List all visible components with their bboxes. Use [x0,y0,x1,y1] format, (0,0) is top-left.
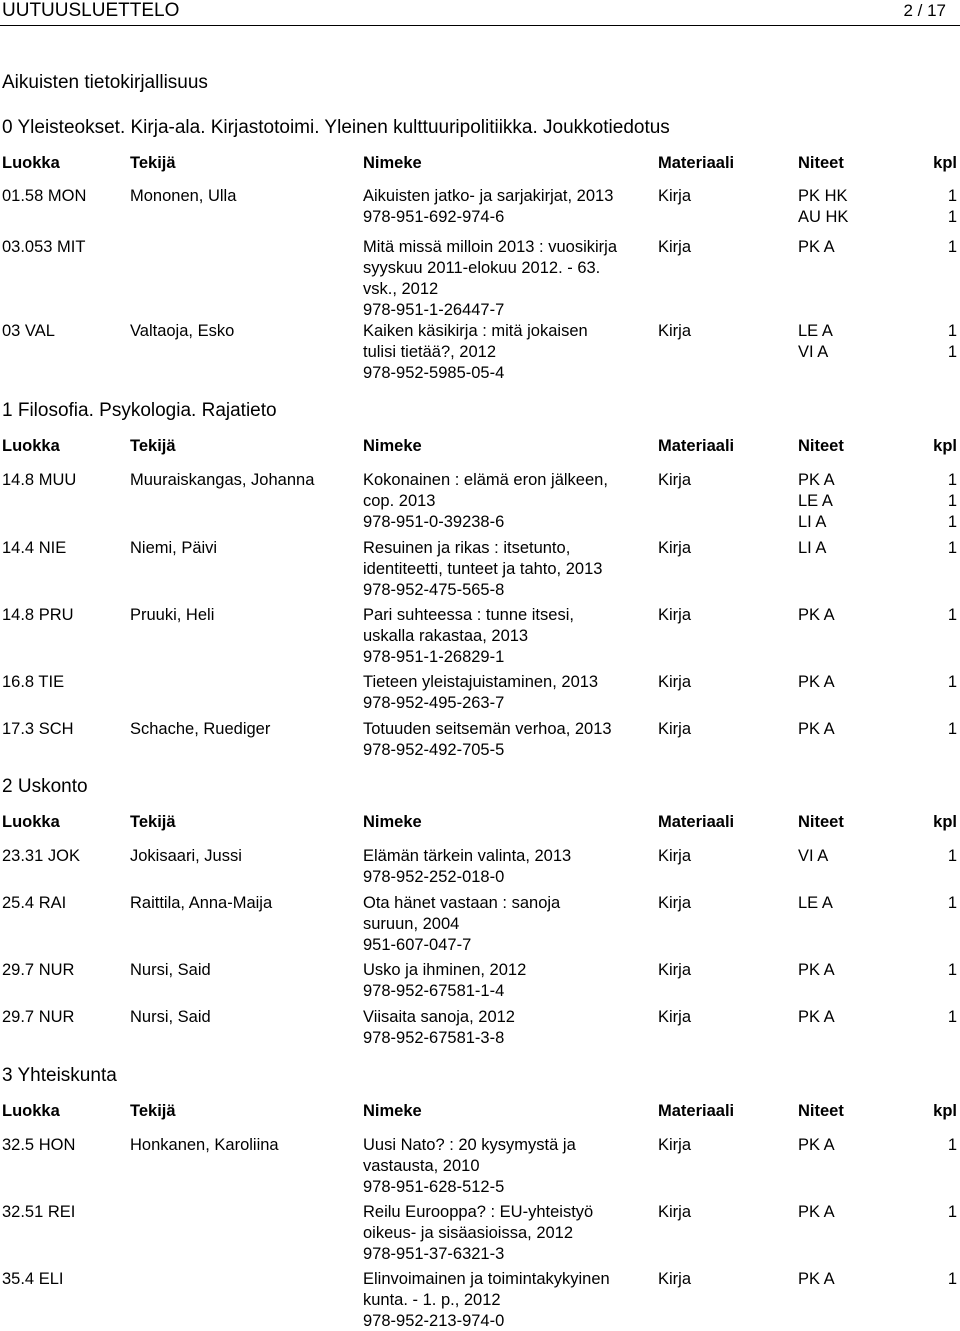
item-material: Kirja [658,1203,692,1221]
item-isbn: 978-952-475-565-8 [363,581,505,599]
item-material: Kirja [658,238,692,256]
item-holding-location: PK A [798,1203,835,1221]
column-header-class: Luokka [2,1102,60,1120]
item-class: 03.053 MIT [2,238,86,256]
item-isbn: 978-951-692-974-6 [363,208,505,226]
item-holding-location: PK A [798,471,835,489]
column-header-holdings: Niteet [798,813,844,831]
document-title: UUTUUSLUETTELO [2,0,180,21]
item-class: 35.4 ELI [2,1270,64,1288]
item-class: 32.5 HON [2,1136,76,1154]
item-holding-location: PK A [798,238,835,256]
item-title-line: Tieteen yleistajuistaminen, 2013 [363,673,599,691]
item-material: Kirja [658,1008,692,1026]
item-author: Pruuki, Heli [130,606,215,624]
item-title-line: kunta. - 1. p., 2012 [363,1291,501,1309]
item-holding-count: 1 [947,492,957,510]
item-title-line: Pari suhteessa : tunne itsesi, [363,606,574,624]
item-holding-count: 1 [947,208,957,226]
column-header-holdings: Niteet [798,437,844,455]
item-class: 16.8 TIE [2,673,65,691]
item-author: Niemi, Päivi [130,539,218,557]
item-title-line: syyskuu 2011-elokuu 2012. - 63. [363,259,601,277]
item-holding-count: 1 [947,513,957,531]
item-class: 17.3 SCH [2,720,74,738]
item-title-line: Reilu Eurooppa? : EU-yhteistyö [363,1203,594,1221]
item-title-line: vsk., 2012 [363,280,439,298]
item-isbn: 978-952-213-974-0 [363,1312,505,1330]
item-class: 03 VAL [2,322,55,340]
item-title-line: vastausta, 2010 [363,1157,480,1175]
section-title: 1 Filosofia. Psykologia. Rajatieto [2,400,277,421]
item-isbn: 978-952-495-263-7 [363,694,505,712]
item-holding-location: PK A [798,1270,835,1288]
item-holding-count: 1 [947,187,957,205]
item-class: 14.8 PRU [2,606,74,624]
item-material: Kirja [658,961,692,979]
item-isbn: 978-952-252-018-0 [363,868,505,886]
item-title-line: suruun, 2004 [363,915,460,933]
item-title-line: uskalla rakastaa, 2013 [363,627,529,645]
column-header-holdings: Niteet [798,1102,844,1120]
item-holding-count: 1 [947,238,957,256]
item-title-line: identiteetti, tunteet ja tahto, 2013 [363,560,603,578]
item-title-line: Kaiken käsikirja : mitä jokaisen [363,322,588,340]
item-title-line: Resuinen ja rikas : itsetunto, [363,539,571,557]
item-isbn: 978-951-37-6321-3 [363,1245,505,1263]
item-class: 23.31 JOK [2,847,80,865]
item-material: Kirja [658,322,692,340]
item-title-line: Aikuisten jatko- ja sarjakirjat, 2013 [363,187,614,205]
column-header-author: Tekijä [130,437,176,455]
section-title: 3 Yhteiskunta [2,1065,117,1086]
column-header-author: Tekijä [130,154,176,172]
item-author: Nursi, Said [130,1008,211,1026]
item-title-line: Kokonainen : elämä eron jälkeen, [363,471,608,489]
item-holding-count: 1 [947,1203,957,1221]
column-header-class: Luokka [2,154,60,172]
item-isbn: 978-952-5985-05-4 [363,364,505,382]
column-header-material: Materiaali [658,154,735,172]
item-material: Kirja [658,1270,692,1288]
item-holding-location: PK A [798,1008,835,1026]
item-holding-location: LE A [798,322,833,340]
item-class: 14.4 NIE [2,539,67,557]
item-isbn: 978-951-628-512-5 [363,1178,505,1196]
item-title-line: Elämän tärkein valinta, 2013 [363,847,572,865]
item-holding-location: LE A [798,894,833,912]
column-header-count: kpl [933,154,957,172]
item-holding-count: 1 [947,894,957,912]
item-material: Kirja [658,720,692,738]
item-title-line: Uusi Nato? : 20 kysymystä ja [363,1136,576,1154]
item-material: Kirja [658,187,692,205]
item-holding-count: 1 [947,606,957,624]
header-divider [0,25,960,26]
column-header-title: Nimeke [363,154,422,172]
item-class: 32.51 REI [2,1203,76,1221]
column-header-title: Nimeke [363,813,422,831]
item-title-line: oikeus- ja sisäasioissa, 2012 [363,1224,574,1242]
item-material: Kirja [658,894,692,912]
item-title-line: Elinvoimainen ja toimintakykyinen [363,1270,610,1288]
item-holding-location: PK HK [798,187,848,205]
item-class: 29.7 NUR [2,961,75,979]
column-header-holdings: Niteet [798,154,844,172]
item-holding-count: 1 [947,673,957,691]
item-title-line: Totuuden seitsemän verhoa, 2013 [363,720,612,738]
item-holding-location: VI A [798,343,829,361]
item-holding-location: PK A [798,1136,835,1154]
column-header-title: Nimeke [363,437,422,455]
column-header-material: Materiaali [658,1102,735,1120]
column-header-material: Materiaali [658,437,735,455]
item-holding-location: VI A [798,847,829,865]
item-isbn: 951-607-047-7 [363,936,472,954]
item-isbn: 978-952-67581-3-8 [363,1029,505,1047]
item-holding-location: PK A [798,673,835,691]
item-isbn: 978-951-0-39238-6 [363,513,505,531]
item-holding-location: LI A [798,513,827,531]
item-author: Honkanen, Karoliina [130,1136,279,1154]
section-title: 0 Yleisteokset. Kirja-ala. Kirjastotoimi. Yleinen kulttuuripolitiikka. Joukkotiedotus [2,117,670,138]
item-class: 01.58 MON [2,187,87,205]
item-author: Muuraiskangas, Johanna [130,471,315,489]
item-author: Valtaoja, Esko [130,322,235,340]
section-title: 2 Uskonto [2,776,88,797]
column-header-count: kpl [933,437,957,455]
item-holding-count: 1 [947,471,957,489]
item-material: Kirja [658,673,692,691]
item-title-line: cop. 2013 [363,492,436,510]
item-isbn: 978-951-1-26447-7 [363,301,505,319]
item-class: 29.7 NUR [2,1008,75,1026]
item-author: Raittila, Anna-Maija [130,894,273,912]
column-header-class: Luokka [2,813,60,831]
column-header-author: Tekijä [130,813,176,831]
item-holding-count: 1 [947,1008,957,1026]
item-isbn: 978-952-492-705-5 [363,741,505,759]
item-isbn: 978-951-1-26829-1 [363,648,505,666]
item-holding-location: PK A [798,606,835,624]
item-holding-location: LI A [798,539,827,557]
item-title-line: Usko ja ihminen, 2012 [363,961,527,979]
item-holding-count: 1 [947,847,957,865]
item-author: Jokisaari, Jussi [130,847,242,865]
column-header-material: Materiaali [658,813,735,831]
item-author: Mononen, Ulla [130,187,237,205]
item-author: Nursi, Said [130,961,211,979]
item-holding-location: PK A [798,720,835,738]
page-number: 2 / 17 [903,1,946,20]
column-header-count: kpl [933,1102,957,1120]
item-holding-location: PK A [798,961,835,979]
item-holding-count: 1 [947,322,957,340]
item-title-line: Mitä missä milloin 2013 : vuosikirja [363,238,618,256]
item-holding-count: 1 [947,1270,957,1288]
item-title-line: Viisaita sanoja, 2012 [363,1008,515,1026]
column-header-count: kpl [933,813,957,831]
column-header-class: Luokka [2,437,60,455]
item-author: Schache, Ruediger [130,720,271,738]
item-material: Kirja [658,471,692,489]
item-title-line: Ota hänet vastaan : sanoja [363,894,561,912]
item-holding-location: AU HK [798,208,849,226]
item-material: Kirja [658,539,692,557]
item-class: 14.8 MUU [2,471,77,489]
item-title-line: tulisi tietää?, 2012 [363,343,497,361]
column-header-title: Nimeke [363,1102,422,1120]
item-holding-location: LE A [798,492,833,510]
item-isbn: 978-952-67581-1-4 [363,982,505,1000]
item-material: Kirja [658,606,692,624]
item-holding-count: 1 [947,539,957,557]
item-holding-count: 1 [947,961,957,979]
column-header-author: Tekijä [130,1102,176,1120]
item-holding-count: 1 [947,1136,957,1154]
item-holding-count: 1 [947,343,957,361]
category-title: Aikuisten tietokirjallisuus [2,72,208,93]
item-material: Kirja [658,1136,692,1154]
item-holding-count: 1 [947,720,957,738]
item-material: Kirja [658,847,692,865]
item-class: 25.4 RAI [2,894,67,912]
